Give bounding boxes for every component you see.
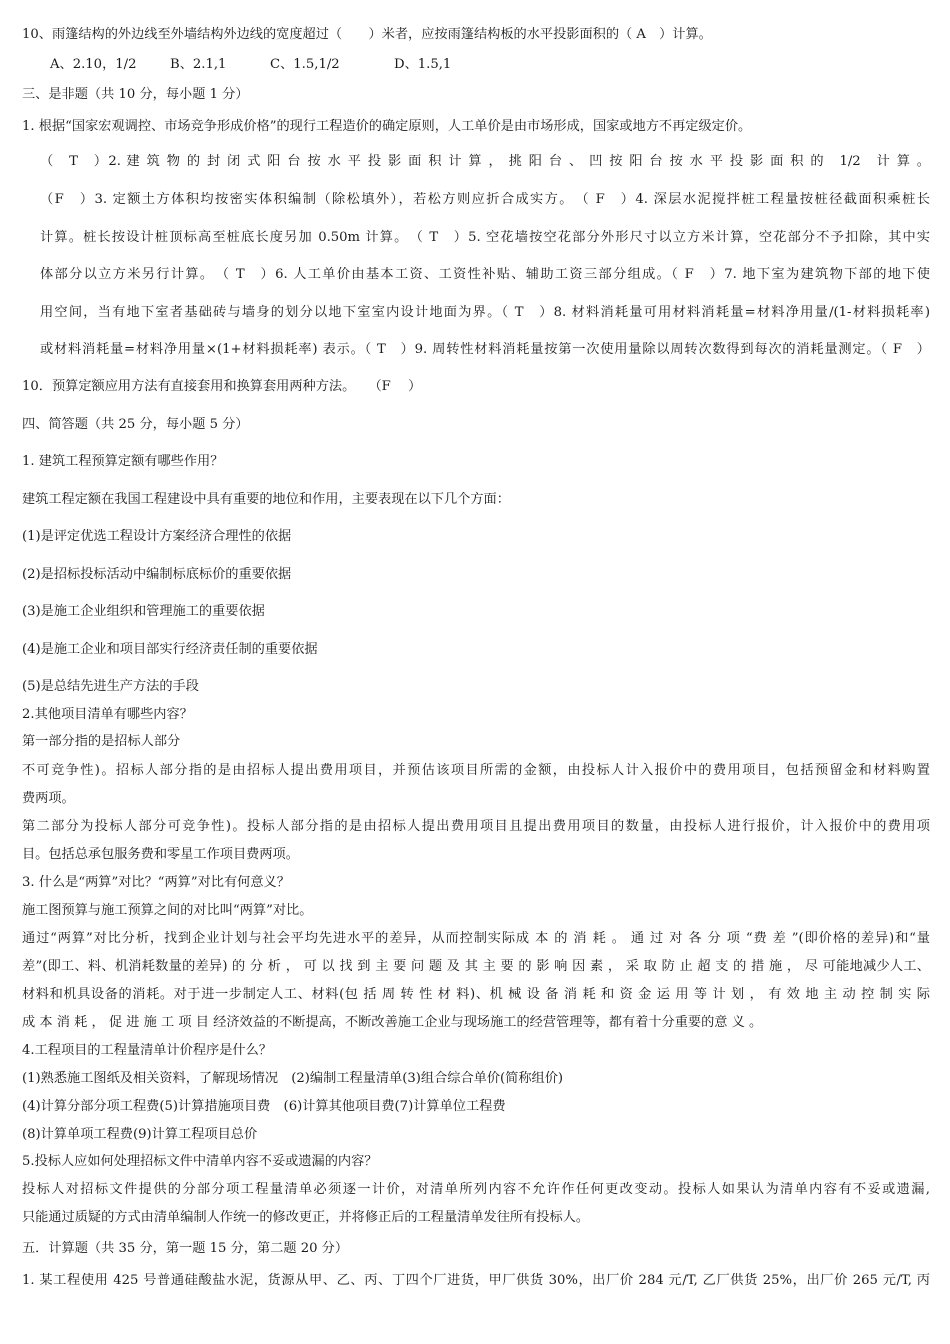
tf-line: 计算。桩长按设计桩顶标高至桩底长度另加 0.50m 计算。 （ T ）5. 空花墙按空花部分外形尺寸以立方米计算，空花部分不予扣除，其中实 <box>40 230 930 245</box>
section-4-heading: 四、简答题（共 25 分，每小题 5 分） <box>22 417 249 432</box>
section-3-heading: 三、是非题（共 10 分，每小题 1 分） <box>22 87 249 102</box>
q3-title: 3. 什么是“两算”对比？“两算”对比有何意义？ <box>22 875 290 890</box>
calc-q1-line: 1. 某工程使用 425 号普通硅酸盐水泥，货源从甲、乙、丙、丁四个厂进货，甲厂供货 30%，出厂价 284 元/T, 乙厂供货 25%，出厂价 265 元/T, 丙 <box>22 1273 930 1288</box>
q1-item: (5)是总结先进生产方法的手段 <box>22 679 199 694</box>
q4-line: (1)熟悉施工图纸及相关资料，了解现场情况 (2)编制工程量清单(3)组合综合单价(简称组价) <box>22 1071 564 1086</box>
q5-line: 只能通过质疑的方式由清单编制人作统一的修改更正，并将修正后的工程量清单发往所有投标人。 <box>22 1210 590 1225</box>
q3-line: 施工图预算与施工预算之间的对比叫“两算”对比。 <box>22 903 313 918</box>
option-a: A、2.10，1/2 <box>50 57 137 72</box>
q2-line: 第一部分指的是招标人部分 <box>22 734 181 749</box>
q3-line: 材料和机具设备的消耗。对于进一步制定人工、材料(包 括 周 转 性 材 料)、机 械 设 备 消 耗 和 资 金 运 用 等 计 划 ， 有 效 地 主 动 控 制 实 际 <box>22 987 930 1002</box>
q2-line: 费两项。 <box>22 791 75 806</box>
q2-line: 不可竞争性)。招标人部分指的是由招标人提出费用项目，并预估该项目所需的金额，由投标人计入报价中的费用项目，包括预留金和材料购置 <box>22 763 930 778</box>
q2-title: 2.其他项目清单有哪些内容？ <box>22 707 193 722</box>
tf-line: 或材料消耗量=材料净用量×(1+材料损耗率) 表示。（ T ）9. 周转性材料消耗量按第一次使用量除以周转次数得到每次的消耗量测定。（ F ） <box>40 342 930 357</box>
q1-intro: 建筑工程定额在我国工程建设中具有重要的地位和作用，主要表现在以下几个方面： <box>22 492 510 507</box>
q2-line: 第二部分为投标人部分可竞争性)。投标人部分指的是由招标人提出费用项目且提出费用项目的数量，由投标人进行报价，计入报价中的费用项 <box>22 819 930 834</box>
q1-item: (3)是施工企业组织和管理施工的重要依据 <box>22 604 265 619</box>
question-10-stem: 10、雨篷结构的外边线至外墙结构外边线的宽度超过（ ）米者，应按雨篷结构板的水平投影面积的（ A ）计算。 <box>22 27 712 42</box>
q2-line: 目。包括总承包服务费和零星工作项目费两项。 <box>22 847 299 862</box>
q4-line: (8)计算单项工程费(9)计算工程项目总价 <box>22 1127 258 1142</box>
option-c: C、1.5,1/2 <box>270 57 340 72</box>
q5-title: 5.投标人应如何处理招标文件中清单内容不妥或遗漏的内容？ <box>22 1154 378 1169</box>
q5-line: 投标人对招标文件提供的分部分项工程量清单必须逐一计价，对清单所列内容不允许作任何更改变动。投标人如果认为清单内容有不妥或遗漏, <box>22 1182 930 1197</box>
q3-line: 差”(即工、料、机消耗数量的差异) 的 分 析 ， 可 以 找 到 主 要 问 题 及 其 主 要 的 影 响 因 素 ， 采 取 防 止 超 支 的 措 施 ， 尽 可能地减少人工、 <box>22 959 930 974</box>
tf-line: 1. 根据“国家宏观调控、市场竞争形成价格”的现行工程造价的确定原则，人工单价是由市场形成，国家或地方不再定级定价。 <box>22 119 752 134</box>
tf-line: （ T ）2. 建 筑 物 的 封 闭 式 阳 台 按 水 平 投 影 面 积 计 算 ， 挑 阳 台 、 凹 按 阳 台 按 水 平 投 影 面 积 的 1/2 计 算 。 <box>40 154 930 169</box>
q3-line: 成 本 消 耗 ， 促 进 施 工 项 目 经济效益的不断提高，不断改善施工企业与现场施工的经营管理等，都有着十分重要的意 义 。 <box>22 1015 763 1030</box>
q3-line: 通过“两算”对比分析，找到企业计划与社会平均先进水平的差异，从而控制实际成 本 的 消 耗 。 通 过 对 各 分 项 “费 差 ”(即价格的差异)和“量 <box>22 931 930 946</box>
q4-title: 4.工程项目的工程量清单计价程序是什么？ <box>22 1043 272 1058</box>
q1-title: 1. 建筑工程预算定额有哪些作用？ <box>22 454 224 469</box>
tf-line: （F ）3. 定额土方体积均按密实体积编制（除松填外），若松方则应折合成实方。 （ F ）4. 深层水泥搅拌桩工程量按桩径截面积乘桩长 <box>40 192 930 207</box>
q1-item: (1)是评定优选工程设计方案经济合理性的依据 <box>22 529 292 544</box>
q4-line: (4)计算分部分项工程费(5)计算措施项目费 (6)计算其他项目费(7)计算单位工程费 <box>22 1099 506 1114</box>
option-d: D、1.5,1 <box>394 57 452 72</box>
tf-line-10: 10．预算定额应用方法有直接套用和换算套用两种方法。 （F ） <box>22 379 422 394</box>
q1-item: (2)是招标投标活动中编制标底标价的重要依据 <box>22 567 292 582</box>
tf-line: 体部分以立方米另行计算。 （ T ）6. 人工单价由基本工资、工资性补贴、辅助工资三部分组成。（ F ）7. 地下室为建筑物下部的地下使 <box>40 267 930 282</box>
tf-line: 用空间，当有地下室者基础砖与墙身的划分以地下室室内设计地面为界。（ T ）8. 材料消耗量可用材料消耗量=材料净用量/(1-材料损耗率) <box>40 305 930 320</box>
q1-item: (4)是施工企业和项目部实行经济责任制的重要依据 <box>22 642 318 657</box>
question-10-options <box>50 56 930 74</box>
section-5-heading: 五．计算题（共 35 分，第一题 15 分，第二题 20 分） <box>22 1241 349 1256</box>
option-b: B、2.1,1 <box>170 57 227 72</box>
